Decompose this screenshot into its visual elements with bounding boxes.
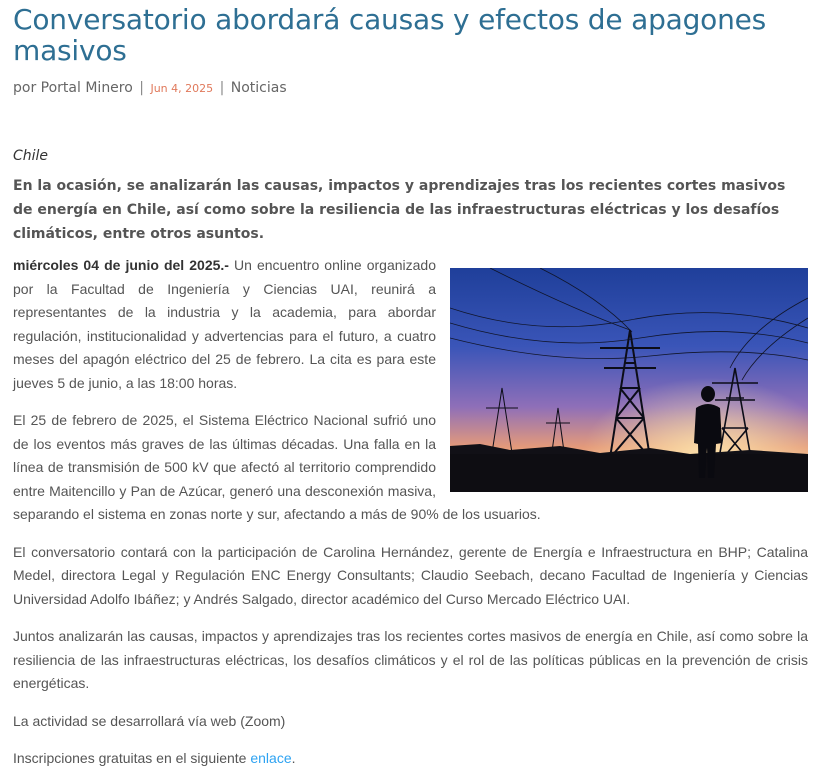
paragraph-format: La actividad se desarrollará vía web (Zoom) [13, 712, 286, 729]
signup-end: . [291, 750, 296, 766]
dateline: miércoles 04 de junio del 2025.- [13, 257, 229, 273]
paragraph-intro-text: Un encuentro online organizado por la Facultad de Ingeniería y Ciencias UAI, reunirá a representantes de la industria y la academia, para abordar regulación, institucionalidad y advertencias para el futuro, a cuatro meses del apagón eléctrico del 25 de febrero. La cita es para este jueves 5 de junio, a las 18:00 horas. [13, 257, 436, 391]
signup-link[interactable]: enlace [250, 750, 292, 766]
article-body [13, 254, 808, 771]
author-link[interactable]: Portal Minero [40, 80, 133, 96]
paragraph-event: El 25 de febrero de 2025, el Sistema Eléctrico Nacional sufrió uno de los eventos más graves de las últimas décadas. Una falla en la línea de transmisión de 500 kV que afectó al territorio comprendido entre Maitencillo y Pan de Azúcar, generó una desconexión masiva, separando el sistema en zonas norte y sur, afectando a más de 90% de los usuarios. [13, 412, 541, 522]
article [13, 0, 808, 771]
paragraph-participants: El conversatorio contará con la participación de Carolina Hernández, gerente de Energía e Infraestructura en BHP; Catalina Medel, directora Legal y Regulación ENC Energy Consultants; Claudio Seebach, decano Facultad de Ingeniería y Ciencias Universidad Adolfo Ibáñez; y Andrés Salgado, director académico del Curso Mercado Eléctrico UAI. [13, 543, 808, 607]
article-lead: En la ocasión, se analizarán las causas, impactos y aprendizajes tras los recientes cortes masivos de energía en Chile, así como sobre la resiliencia de las infraestructuras eléctricas y los desafíos climáticos, entre otros asuntos. [13, 178, 786, 242]
article-image [450, 268, 808, 492]
publish-date: Jun 4, 2025 [150, 82, 214, 95]
meta-separator: | [219, 80, 225, 96]
category-link[interactable]: Noticias [230, 80, 287, 96]
paragraph-signup [13, 747, 808, 771]
article-title: Conversatorio abordará causas y efectos de apagones masivos [13, 3, 767, 67]
transmission-towers-image [450, 268, 808, 492]
article-meta [13, 80, 808, 96]
paragraph-analysis: Juntos analizarán las causas, impactos y aprendizajes tras los recientes cortes masivos de energía en Chile, así como sobre la resiliencia de las infraestructuras eléctricas, los desafíos climáticos y el rol de las políticas públicas en la prevención de crisis energéticas. [13, 628, 808, 691]
by-prefix: por [13, 80, 37, 96]
meta-separator: | [139, 80, 144, 96]
signup-text: Inscripciones gratuitas en el siguiente [13, 750, 251, 766]
country-label: Chile [13, 148, 49, 164]
